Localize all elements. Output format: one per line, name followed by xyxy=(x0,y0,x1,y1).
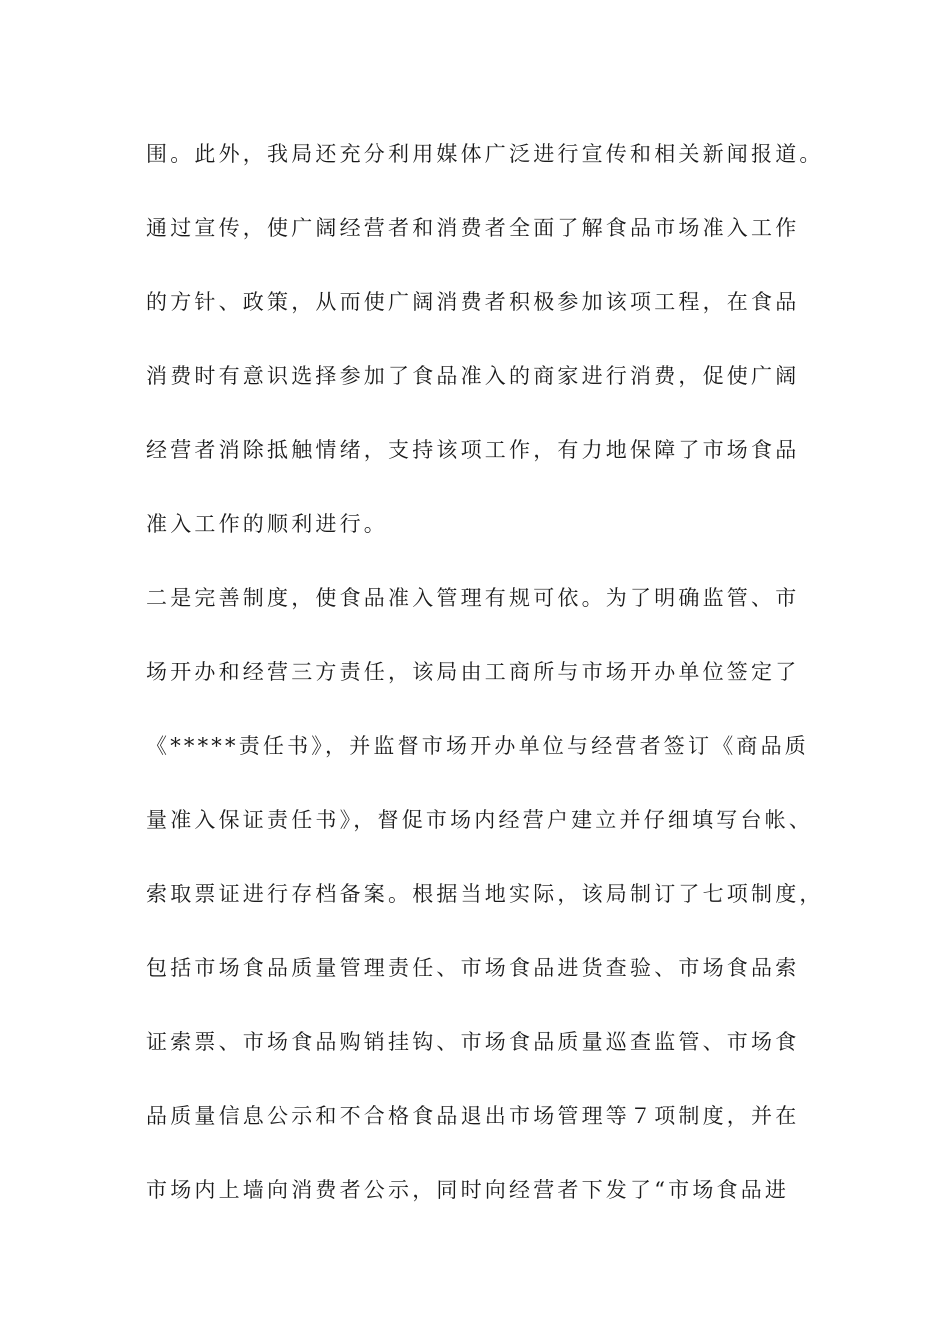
text-line: 经营者消除抵触情绪，支持该项工作，有力地保障了市场食品 xyxy=(146,438,800,462)
text-line: 围。此外，我局还充分利用媒体广泛进行宣传和相关新闻报道。 xyxy=(146,142,824,166)
text-line: 场开办和经营三方责任，该局由工商所与市场开办单位签定了 xyxy=(146,660,800,684)
text-line: 量准入保证责任书》，督促市场内经营户建立并仔细填写台帐、 xyxy=(146,808,814,832)
text-line: 《*****责任书》，并监督市场开办单位与经营者签订《商品质 xyxy=(146,734,809,758)
body-text xyxy=(146,134,824,1244)
text-line: 的方针、政策，从而使广阔消费者积极参加该项工程，在食品 xyxy=(146,290,800,314)
text-line: 通过宣传，使广阔经营者和消费者全面了解食品市场准入工作 xyxy=(146,216,800,240)
text-line: 市场内上墙向消费者公示，同时向经营者下发了“市场食品进 xyxy=(146,1178,790,1202)
text-line: 二是完善制度，使食品准入管理有规可依。为了明确监管、市 xyxy=(146,586,800,610)
text-line: 消费时有意识选择参加了食品准入的商家进行消费，促使广阔 xyxy=(146,364,800,388)
text-line: 包括市场食品质量管理责任、市场食品进货查验、市场食品索 xyxy=(146,956,800,980)
text-line: 品质量信息公示和不合格食品退出市场管理等７项制度，并在 xyxy=(146,1104,800,1128)
text-line: 索取票证进行存档备案。根据当地实际，该局制订了七项制度， xyxy=(146,882,824,906)
text-line: 证索票、市场食品购销挂钩、市场食品质量巡查监管、市场食 xyxy=(146,1030,800,1054)
text-line: 准入工作的顺利进行。 xyxy=(146,512,388,536)
